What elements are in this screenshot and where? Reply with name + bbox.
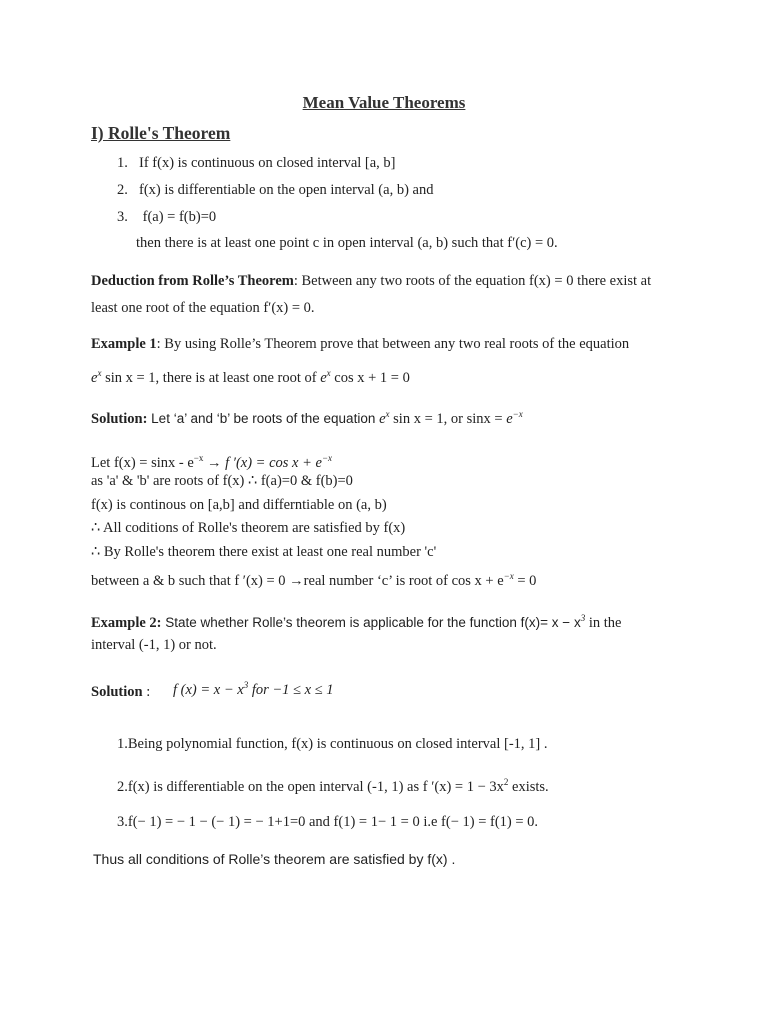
example1-line-2 bbox=[91, 364, 410, 387]
point2-pre: 2.f(x) is differentiable on the open interval (-1, 1) as f ′(x) = 1 − 3x bbox=[117, 779, 504, 795]
condition-number: 2. bbox=[117, 182, 128, 198]
example1-eq2-sup: x bbox=[326, 368, 331, 378]
condition-number: 3. bbox=[117, 209, 128, 225]
solution1-eq2-e: e bbox=[506, 411, 513, 427]
example1-eq2: e bbox=[320, 370, 327, 386]
section-heading: I) Rolle's Theorem bbox=[91, 123, 231, 143]
deduction-line-2: least one root of the equation f′(x) = 0. bbox=[91, 300, 315, 316]
solution1-line6-post: = 0 bbox=[513, 573, 537, 589]
solution1-line1-sup: −x bbox=[193, 453, 204, 463]
solution1-heading-line bbox=[91, 405, 523, 428]
condition-number: 1. bbox=[117, 155, 128, 171]
example2-line-2: interval (-1, 1) or not. bbox=[91, 637, 217, 653]
solution2-point-1 bbox=[117, 735, 548, 753]
theorem-conclusion: then there is at least one point c in open interval (a, b) such that f′(c) = 0. bbox=[136, 235, 558, 251]
example2-label: Example 2: bbox=[91, 615, 162, 631]
deduction-text: : Between any two roots of the equation f(x) = 0 there exist at bbox=[293, 273, 652, 289]
point1-bold: continuous bbox=[330, 736, 394, 752]
solution2-equation bbox=[173, 676, 334, 699]
example1-text: : By using Rolle’s Theorem prove that between any two real roots of the equation bbox=[156, 336, 630, 352]
solution1-label: Solution: bbox=[91, 411, 148, 427]
solution1-line6-sup: −x bbox=[503, 571, 514, 581]
solution2-colon: : bbox=[142, 684, 151, 700]
condition-1 bbox=[117, 154, 396, 172]
solution1-line-2: as 'a' & 'b' are roots of f(x) ∴ f(a)=0 & f(b)=0 bbox=[91, 473, 353, 489]
example2-text-post: in the bbox=[585, 615, 622, 631]
example1-eq1: e bbox=[91, 370, 98, 386]
point2-sup: 2 bbox=[503, 777, 509, 787]
solution2-eq-pre: f (x) = x − x bbox=[173, 682, 244, 698]
example2-sup: 3 bbox=[580, 613, 586, 623]
condition-3 bbox=[117, 208, 216, 226]
solution1-line-5: ∴ By Rolle's theorem there exist at least one real number 'c' bbox=[91, 544, 437, 560]
solution1-line1-sup2: −x bbox=[321, 453, 333, 463]
example1-eq2-rest: cos x + 1 = 0 bbox=[330, 370, 410, 386]
solution1-line1-pre: Let f(x) = sinx - e bbox=[91, 455, 194, 471]
solution2-eq-post: for −1 ≤ x ≤ 1 bbox=[248, 682, 334, 698]
example1-eq1-sup: x bbox=[97, 368, 102, 378]
solution1-or-text: or sinx = bbox=[447, 411, 507, 427]
solution1-line-1 bbox=[91, 449, 332, 472]
deduction-line-1 bbox=[91, 272, 651, 290]
solution1-eq2-sup: −x bbox=[512, 409, 523, 419]
solution2-conclusion: Thus all conditions of Rolle’s theorem are satisfied by f(x) . bbox=[93, 851, 456, 867]
solution2-eq-sup: 3 bbox=[243, 680, 249, 690]
solution1-line-3: f(x) is continous on [a,b] and differntiable on (a, b) bbox=[91, 497, 387, 513]
solution1-eq-sup: x bbox=[385, 409, 390, 419]
solution2-point-2 bbox=[117, 773, 549, 796]
solution2-label-line bbox=[91, 683, 150, 701]
example2-text-pre: State whether Rolle’s theorem is applicable for the function f(x)= x − x bbox=[161, 615, 581, 630]
example1-label: Example 1 bbox=[91, 336, 157, 352]
solution2-point-3: 3.f(− 1) = − 1 − (− 1) = − 1+1=0 and f(1) = 1− 1 = 0 i.e f(− 1) = f(1) = 0. bbox=[117, 814, 539, 830]
solution1-line6-pre: between a & b such that f ′(x) = 0 →real number ‘c’ is root of cos x + e bbox=[91, 573, 504, 589]
condition-text: f(a) = f(b)=0 bbox=[139, 209, 217, 225]
example2-line-1 bbox=[91, 609, 621, 632]
solution1-line-6 bbox=[91, 567, 536, 590]
deduction-label: Deduction from Rolle’s Theorem bbox=[91, 273, 294, 289]
example1-middle: there is at least one root of bbox=[159, 370, 321, 386]
solution1-eq-rest: sin x = 1, bbox=[389, 411, 448, 427]
condition-text: If f(x) is continuous on closed interval [a, b] bbox=[139, 155, 396, 171]
page-title: Mean Value Theorems bbox=[302, 93, 466, 112]
condition-text: f(x) is differentiable on the open interval (a, b) and bbox=[139, 182, 434, 198]
point2-post: exists. bbox=[508, 779, 549, 795]
point1-pre: 1.Being polynomial function, f(x) is bbox=[117, 736, 331, 752]
solution1-line-4: ∴ All coditions of Rolle's theorem are satisfied by f(x) bbox=[91, 520, 406, 536]
solution1-line1-post: → f ′(x) = cos x + e bbox=[203, 455, 322, 471]
condition-2 bbox=[117, 181, 433, 199]
example1-line-1 bbox=[91, 335, 629, 353]
solution2-label: Solution bbox=[91, 684, 143, 700]
example1-eq1-rest: sin x = 1, bbox=[101, 370, 160, 386]
point1-post: on closed interval [-1, 1] . bbox=[393, 736, 548, 752]
solution1-eq-e: e bbox=[379, 411, 386, 427]
solution1-text: Let ‘a’ and ‘b’ be roots of the equation bbox=[147, 411, 380, 426]
